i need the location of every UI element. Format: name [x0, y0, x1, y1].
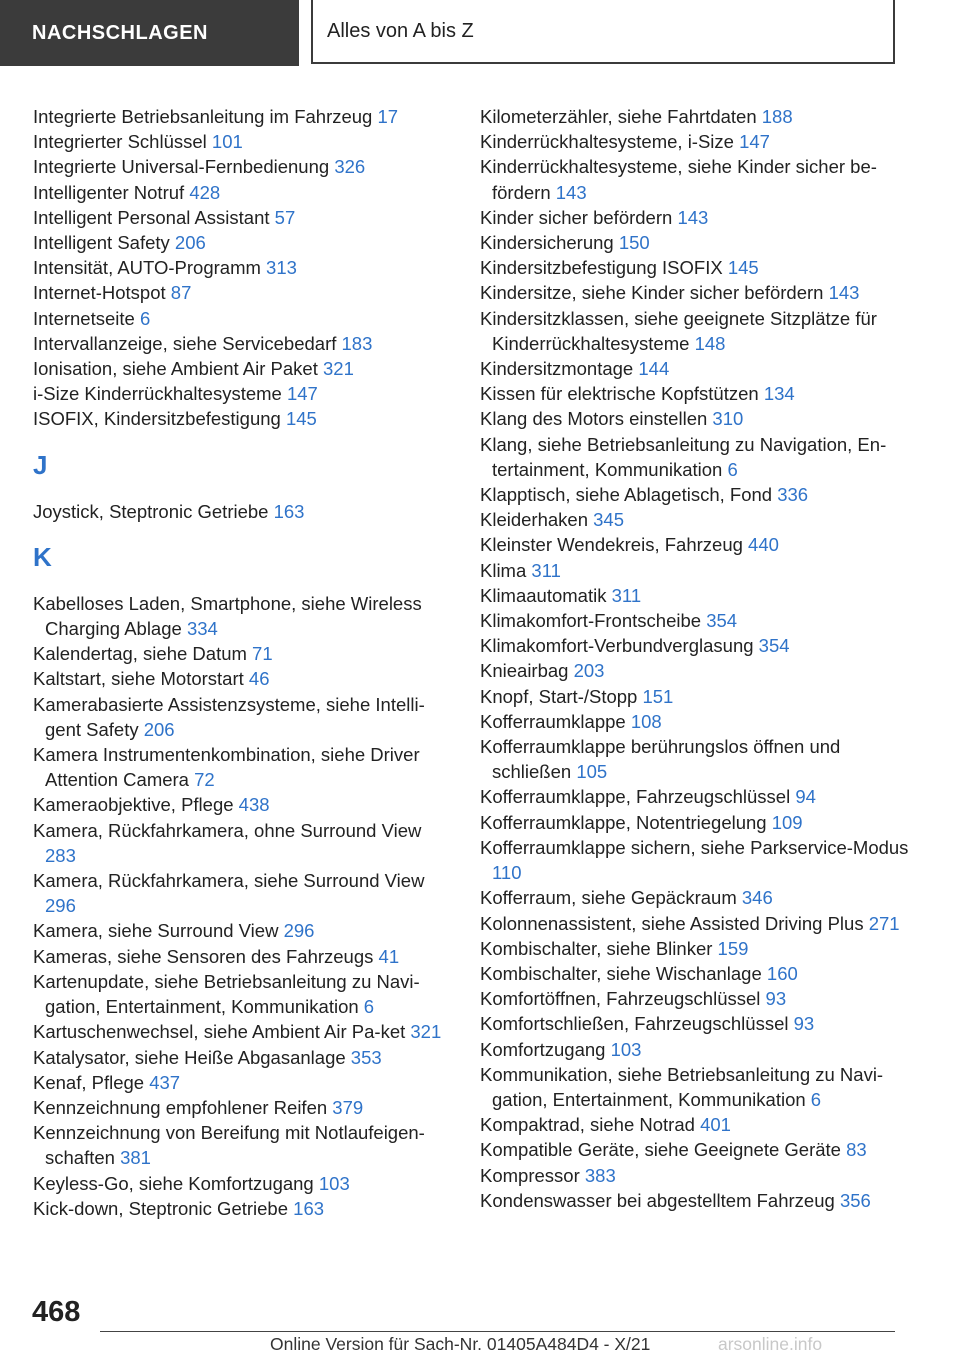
page-reference-link[interactable]: 93	[765, 988, 787, 1010]
page-reference-link[interactable]: 336	[777, 484, 809, 506]
index-entry-text: Integrierte Betriebsanleitung im Fahrzeug	[33, 106, 373, 127]
page-reference-link[interactable]: 311	[531, 559, 561, 581]
index-entry-text: Kartuschenwechsel, siehe Ambient Air Pa-ket	[33, 1021, 406, 1043]
index-entry-text: Kondenswasser bei abgestelltem Fahrzeug	[480, 1189, 835, 1211]
footer-divider	[100, 1331, 895, 1332]
page-reference-link[interactable]: 105	[576, 761, 608, 783]
index-entry-text: Kamera, siehe Surround View	[33, 920, 279, 942]
page-reference-link[interactable]: 311	[611, 584, 642, 606]
index-entry-text: Internetseite	[33, 307, 135, 329]
index-entry-text: Kofferraum, siehe Gepäckraum	[480, 887, 737, 909]
page-reference-link[interactable]: 428	[189, 181, 221, 203]
page-reference-link[interactable]: 283	[45, 844, 76, 866]
page-reference-link[interactable]: 150	[618, 232, 650, 254]
index-entry	[480, 280, 910, 305]
index-entry-text: Kinderrückhaltesysteme, siehe Kinder sicher be-fördern	[480, 156, 877, 203]
index-entry	[33, 666, 443, 691]
page-reference-link[interactable]: 6	[139, 307, 151, 329]
index-entry	[33, 944, 443, 969]
index-entry-text: Kindersitzmontage	[480, 358, 634, 380]
index-entry-text: Kameras, siehe Sensoren des Fahrzeugs	[33, 945, 374, 967]
page-reference-link[interactable]: 6	[363, 996, 375, 1018]
index-entry	[480, 885, 910, 910]
index-entry-text: Klima	[480, 559, 527, 581]
page-reference-link[interactable]: 163	[293, 1197, 325, 1219]
index-entry	[480, 1188, 910, 1213]
index-entry-text: Komfortschließen, Fahrzeugschlüssel	[480, 1013, 789, 1035]
index-entry-text: Kleiderhaken	[480, 509, 588, 531]
index-entry	[33, 1095, 443, 1120]
index-entry	[33, 180, 443, 205]
index-entry-text: Kamera, Rückfahrkamera, ohne Surround View	[33, 819, 422, 841]
index-entry-text: Kindersitzbefestigung ISOFIX	[480, 257, 723, 279]
index-entry	[480, 1112, 910, 1137]
index-entry	[33, 1045, 443, 1070]
page-reference-link[interactable]: 183	[341, 332, 373, 354]
page-reference-link[interactable]: 148	[694, 332, 726, 354]
page-number: 468	[32, 1296, 81, 1328]
index-entry	[480, 104, 910, 129]
index-entry-text: Intelligent Personal Assistant	[33, 206, 270, 228]
index-entry-text: Knopf, Start-/Stopp	[480, 685, 638, 707]
page-header	[0, 0, 960, 66]
index-entry	[33, 104, 443, 129]
index-entry-text: Intelligenter Notruf	[33, 181, 185, 203]
index-entry	[480, 709, 910, 734]
page-reference-link[interactable]: 147	[286, 383, 318, 405]
page-reference-link[interactable]: 151	[642, 685, 674, 707]
index-entry	[480, 961, 910, 986]
page-reference-link[interactable]: 94	[795, 786, 816, 808]
index-entry-text: Kombischalter, siehe Wischanlage	[480, 962, 762, 984]
index-entry-text: Kaltstart, siehe Motorstart	[33, 668, 244, 690]
index-entry-text: Klang, siehe Betriebsanleitung zu Navigation, En-tertainment, Kommunikation	[480, 433, 887, 480]
index-entry	[33, 280, 443, 305]
index-entry	[480, 583, 910, 608]
index-entry-text: Kommunikation, siehe Betriebsanleitung zu Navi-gation, Entertainment, Kommunikation	[480, 1063, 884, 1110]
index-entry	[33, 692, 443, 742]
index-entry-text: Klimakomfort-Frontscheibe	[480, 610, 702, 632]
index-entry-text: Kissen für elektrische Kopfstützen	[480, 383, 759, 405]
index-entry-text: Internet-Hotspot	[33, 282, 166, 304]
index-entry-text: Klang des Motors einstellen	[480, 408, 708, 430]
page-reference-link[interactable]: 160	[766, 962, 798, 984]
index-entry-text: Kofferraumklappe sichern, siehe Parkservice-Modus	[480, 836, 909, 858]
page-reference-link[interactable]: 109	[771, 811, 803, 833]
index-entry	[33, 792, 443, 817]
index-entry	[33, 641, 443, 666]
index-entry	[480, 507, 910, 532]
page-reference-link[interactable]: 145	[285, 408, 317, 430]
index-entry	[480, 205, 910, 230]
index-entry-text: Komfortöffnen, Fahrzeugschlüssel	[480, 988, 761, 1010]
index-entry-text: Kamera, Rückfahrkamera, siehe Surround View	[33, 870, 425, 892]
index-entry	[33, 818, 443, 868]
index-entry	[33, 205, 443, 230]
page-reference-link[interactable]: 41	[378, 945, 400, 967]
index-entry-text: Kinder sicher befördern	[480, 206, 673, 228]
index-entry	[480, 356, 910, 381]
index-entry-text: Kofferraumklappe, Notentriegelung	[480, 811, 767, 833]
page-reference-link[interactable]: 103	[318, 1172, 350, 1194]
index-entry	[480, 381, 910, 406]
index-entry-text: Kinderrückhaltesysteme, i-Size	[480, 131, 734, 153]
index-entry-text: Klimaautomatik	[480, 584, 607, 606]
page-reference-link[interactable]: 103	[610, 1038, 642, 1060]
index-entry-text: Katalysator, siehe Heiße Abgasanlage	[33, 1046, 346, 1068]
index-entry-text: Integrierte Universal-Fernbedienung	[33, 156, 330, 178]
index-entry	[33, 154, 443, 179]
page-reference-link[interactable]: 353	[350, 1046, 382, 1068]
index-entry-text: Kilometerzähler, siehe Fahrtdaten	[480, 106, 757, 127]
index-entry	[480, 784, 910, 809]
page-reference-link[interactable]: 6	[727, 458, 738, 480]
index-entry-text: Kompressor	[480, 1164, 580, 1186]
index-entry-text: Joystick, Steptronic Getriebe	[33, 500, 269, 522]
chapter-tab[interactable]: Alles von A bis Z	[311, 0, 895, 64]
index-entry	[33, 306, 443, 331]
index-entry	[480, 633, 910, 658]
index-entry	[480, 1137, 910, 1162]
page-reference-link[interactable]: 296	[283, 920, 315, 942]
page-reference-link[interactable]: 401	[700, 1114, 731, 1136]
index-entry-text: Kamerabasierte Assistenzsysteme, siehe Intelli-gent Safety	[33, 693, 425, 740]
index-entry	[480, 986, 910, 1011]
index-column-left	[33, 104, 443, 1221]
page-reference-link[interactable]: 163	[273, 500, 305, 522]
index-entry	[480, 810, 910, 835]
index-entry	[33, 406, 443, 431]
page-reference-link[interactable]: 354	[706, 610, 738, 632]
index-entry	[480, 608, 910, 633]
page-reference-link[interactable]: 17	[377, 106, 399, 127]
section-tab[interactable]: NACHSCHLAGEN	[0, 0, 299, 66]
index-entry-text: Kick-down, Steptronic Getriebe	[33, 1197, 289, 1219]
index-entry	[33, 1120, 443, 1170]
page-reference-link[interactable]: 145	[727, 257, 759, 279]
page-reference-link[interactable]: 147	[739, 131, 770, 153]
page-reference-link[interactable]: 440	[748, 534, 779, 556]
page-reference-link[interactable]: 437	[149, 1071, 181, 1093]
index-entry-text: Integrierter Schlüssel	[33, 131, 207, 153]
page-reference-link[interactable]: 383	[584, 1164, 616, 1186]
page-reference-link[interactable]: 310	[712, 408, 744, 430]
index-entry-text: Kartenupdate, siehe Betriebsanleitung zu Navi-gation, Entertainment, Kommunikation	[33, 970, 420, 1018]
index-entry	[480, 684, 910, 709]
index-entry-text: Klapptisch, siehe Ablagetisch, Fond	[480, 484, 773, 506]
index-entry	[33, 255, 443, 280]
index-entry-text: Keyless-Go, siehe Komfortzugang	[33, 1172, 314, 1194]
index-entry	[480, 1062, 910, 1112]
index-entry	[480, 255, 910, 280]
index-entry	[33, 1196, 443, 1221]
page-reference-link[interactable]: 321	[323, 358, 354, 380]
index-entry-text: Knieairbag	[480, 660, 569, 682]
page-reference-link[interactable]: 108	[630, 710, 662, 732]
index-entry-text: Kindersicherung	[480, 232, 614, 254]
page-reference-link[interactable]: 143	[555, 181, 587, 203]
index-entry	[480, 911, 910, 936]
index-entry	[33, 918, 443, 943]
index-entry	[33, 1171, 443, 1196]
index-entry-text: i-Size Kinderrückhaltesysteme	[33, 383, 282, 405]
index-entry-text: Kolonnenassistent, siehe Assisted Driving Plus	[480, 912, 864, 934]
index-entry-text: Kofferraumklappe, Fahrzeugschlüssel	[480, 786, 791, 808]
page-reference-link[interactable]: 87	[170, 282, 192, 304]
page-reference-link[interactable]: 346	[741, 887, 773, 909]
index-entry	[33, 1019, 443, 1044]
page-reference-link[interactable]: 134	[763, 383, 795, 405]
index-entry	[33, 969, 443, 1019]
index-entry-text: Kompaktrad, siehe Notrad	[480, 1114, 695, 1136]
index-entry	[480, 734, 910, 784]
index-entry	[33, 1070, 443, 1095]
index-entry-text: Intensität, AUTO-Programm	[33, 257, 261, 279]
index-entry	[480, 432, 910, 482]
index-entry	[33, 230, 443, 255]
page-reference-link[interactable]: 101	[211, 131, 243, 153]
index-entry	[480, 129, 910, 154]
index-entry	[480, 482, 910, 507]
page-reference-link[interactable]: 93	[793, 1013, 815, 1035]
index-entry	[33, 129, 443, 154]
index-entry	[33, 868, 443, 918]
index-entry-text: Kindersitze, siehe Kinder sicher befördern	[480, 282, 824, 304]
footer-version-text: Online Version für Sach-Nr. 01405A484D4 - X/21	[270, 1334, 651, 1354]
index-entry-text: Kalendertag, siehe Datum	[33, 643, 247, 665]
watermark: arsonline.info	[718, 1334, 823, 1354]
index-entry	[480, 558, 910, 583]
page-reference-link[interactable]: 83	[846, 1139, 867, 1161]
index-entry	[33, 591, 443, 641]
index-entry	[480, 1011, 910, 1036]
page-reference-link[interactable]: 206	[143, 718, 175, 740]
index-entry	[33, 331, 443, 356]
page-reference-link[interactable]: 354	[758, 635, 790, 657]
index-entry	[480, 1163, 910, 1188]
index-entry	[33, 499, 443, 524]
page-reference-link[interactable]: 271	[868, 912, 900, 934]
index-entry	[480, 835, 910, 885]
page-reference-link[interactable]: 313	[266, 257, 297, 279]
page-reference-link[interactable]: 46	[248, 668, 270, 690]
index-entry-text: Intelligent Safety	[33, 232, 170, 254]
index-entry	[480, 1037, 910, 1062]
page-reference-link[interactable]: 438	[238, 794, 270, 816]
index-entry	[480, 306, 910, 356]
page-reference-link[interactable]: 71	[252, 643, 273, 665]
index-entry	[480, 406, 910, 431]
page-reference-link[interactable]: 381	[120, 1147, 151, 1169]
page-reference-link[interactable]: 356	[839, 1189, 871, 1211]
page-reference-link[interactable]: 143	[677, 206, 709, 228]
index-entry-text: Kamera Instrumentenkombination, siehe Driver Attention Camera	[33, 744, 420, 791]
index-entry-text: Kompatible Geräte, siehe Geeignete Geräte	[480, 1139, 841, 1161]
index-entry-text: Kennzeichnung empfohlener Reifen	[33, 1096, 328, 1118]
index-entry-text: Kofferraumklappe berührungslos öffnen und schließen	[480, 736, 841, 783]
page-reference-link[interactable]: 296	[45, 895, 76, 917]
index-entry	[33, 742, 443, 792]
page-reference-link[interactable]: 110	[492, 862, 522, 884]
index-entry-text: Kleinster Wendekreis, Fahrzeug	[480, 534, 743, 556]
index-entry	[480, 936, 910, 961]
index-entry-text: Kennzeichnung von Bereifung mit Notlaufeigen-schaften	[33, 1122, 425, 1169]
index-entry-text: Kameraobjektive, Pflege	[33, 794, 234, 816]
index-letter-heading: J	[33, 449, 48, 480]
page-reference-link[interactable]: 144	[638, 358, 670, 380]
index-entry	[480, 230, 910, 255]
index-entry-text: Kabelloses Laden, Smartphone, siehe Wireless Charging Ablage	[33, 592, 422, 640]
index-letter-heading: K	[33, 541, 52, 572]
index-entry-text: Kombischalter, siehe Blinker	[480, 937, 713, 959]
page-reference-link[interactable]: 72	[194, 769, 215, 791]
index-entry-text: Kenaf, Pflege	[33, 1071, 145, 1093]
index-entry-text: Kindersitzklassen, siehe geeignete Sitzplätze für Kinderrückhaltesysteme	[480, 307, 877, 354]
index-entry-text: Kofferraumklappe	[480, 710, 626, 732]
page-reference-link[interactable]: 334	[186, 618, 218, 640]
page-reference-link[interactable]: 321	[410, 1021, 442, 1043]
page-reference-link[interactable]: 57	[274, 206, 296, 228]
page-reference-link[interactable]: 188	[761, 106, 793, 127]
page-reference-link[interactable]: 206	[174, 232, 206, 254]
index-entry-text: Intervallanzeige, siehe Servicebedarf	[33, 332, 337, 354]
index-entry	[480, 658, 910, 683]
index-entry	[480, 532, 910, 557]
index-entry	[33, 381, 443, 406]
page-reference-link[interactable]: 326	[334, 156, 366, 178]
page-reference-link[interactable]: 6	[810, 1088, 822, 1110]
page-reference-link[interactable]: 379	[332, 1096, 364, 1118]
page-reference-link[interactable]: 345	[593, 509, 625, 531]
index-entry	[480, 154, 910, 204]
page-reference-link[interactable]: 159	[717, 937, 749, 959]
index-entry-text: Ionisation, siehe Ambient Air Paket	[33, 358, 318, 380]
index-entry-text: Klimakomfort-Verbundverglasung	[480, 635, 754, 657]
index-entry-text: ISOFIX, Kindersitzbefestigung	[33, 408, 281, 430]
index-entry-text: Komfortzugang	[480, 1038, 606, 1060]
page-reference-link[interactable]: 203	[573, 660, 605, 682]
index-column-right	[480, 104, 910, 1213]
page-reference-link[interactable]: 143	[828, 282, 860, 304]
index-entry	[33, 356, 443, 381]
